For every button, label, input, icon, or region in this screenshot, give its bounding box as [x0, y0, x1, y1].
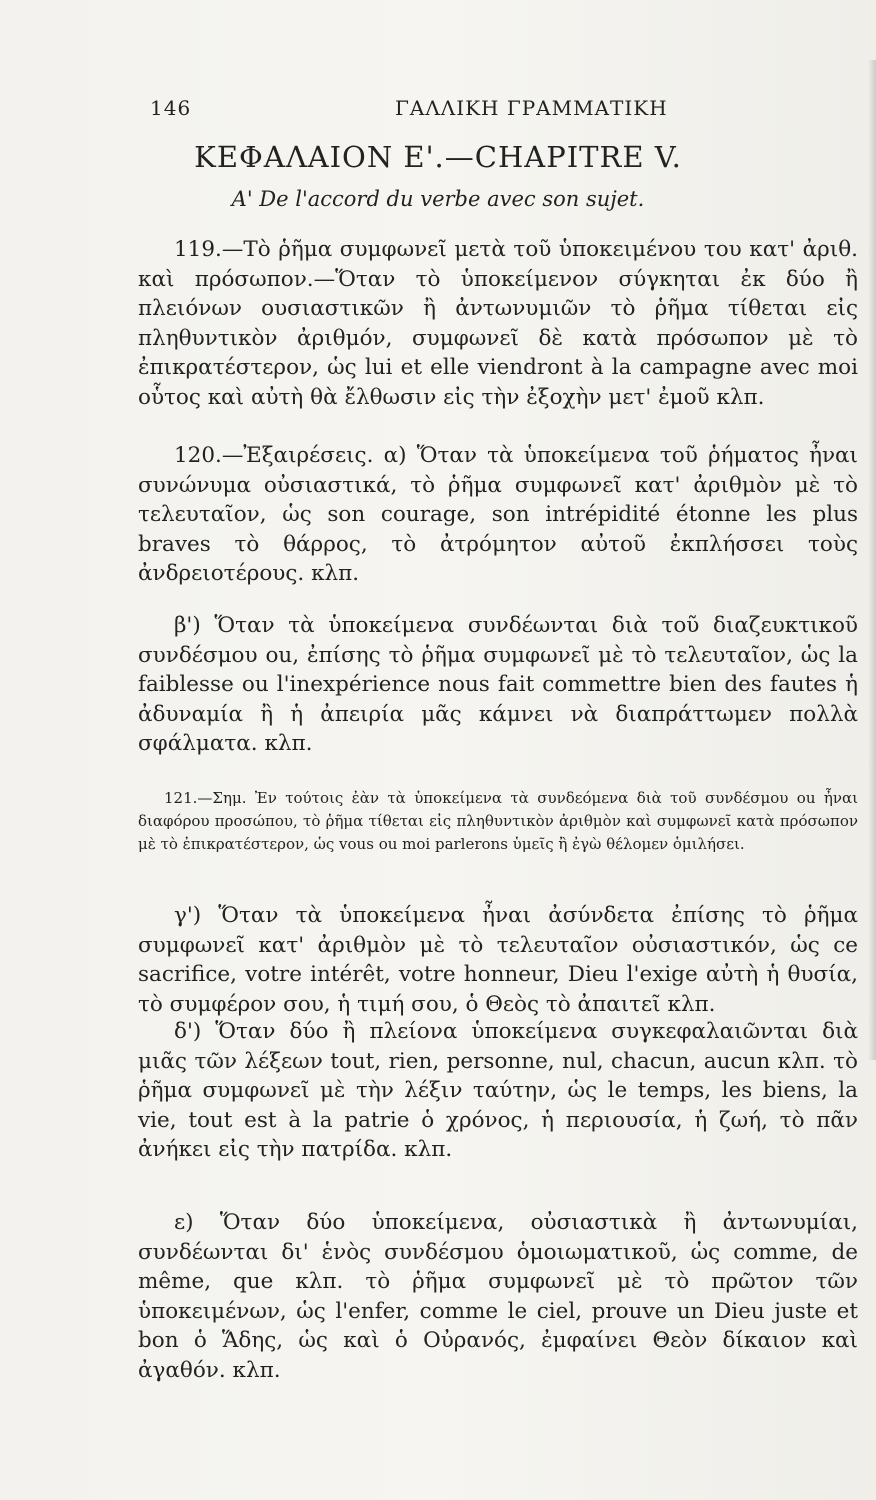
paragraph-text: ε) Ὅταν δύο ὑποκείμενα, οὐσιαστικὰ ἢ ἀντωνυμίαι, συνδέωνται δι' ἑνὸς συνδέσμου ὁμοιωματικοῦ, ὡς comme, de même, que κλπ. τὸ ῥῆμα συμφωνεῖ μὲ τὸ πρῶτον τῶν ὑποκειμένων, ὡς l'enfer, comme le ciel, prouve un Dieu juste et bon ὁ Ἅδης, ὡς καὶ ὁ Οὐρανός, ἐμφαίνει Θεὸν δίκαιον καὶ ἀγαθόν. κλπ.	[138, 1210, 858, 1383]
section-title: Α' De l'accord du verbe avec son sujet.	[231, 187, 645, 211]
paragraph-text: 121.—Σημ. Ἐν τούτοις ἐὰν τὰ ὑποκείμενα τὰ συνδεόμενα διὰ τοῦ συνδέσμου ou ἦναι διαφόρου προσώπου, τὸ ῥῆμα τίθεται εἰς πληθυντικὸν ἀριθμὸν καὶ συμφωνεῖ κατὰ πρόσωπον μὲ τὸ ἐπικρατέστερον, ὡς vous ou moi parlerons ὑμεῖς ἢ ἐγὼ θέλομεν ὁμιλήσει.	[138, 789, 858, 853]
paragraph-delta	[138, 1017, 858, 1165]
paragraph-beta	[138, 611, 858, 759]
paragraph-120	[138, 441, 858, 589]
paragraph-text: 119.—Τὸ ῥῆμα συμφωνεῖ μετὰ τοῦ ὑποκειμένου του κατ' ἀριθ. καὶ πρόσωπον.—Ὅταν τὸ ὑποκείμενον σύγκηται ἐκ δύο ἢ πλειόνων ουσιαστικῶν ἢ ἀντωνυμιῶν τὸ ῥῆμα τίθεται εἰς πληθυντικὸν ἀριθμόν, συμφωνεῖ δὲ κατὰ πρόσωπον μὲ τὸ ἐπικρατέστερον, ὡς lui et elle viendront à la campagne avec moi οὗτος καὶ αὐτὴ θὰ ἔλθωσιν εἰς τὴν ἐξοχὴν μετ' ἐμοῦ κλπ.	[138, 237, 858, 410]
paragraph-text: δ') Ὅταν δύο ἢ πλείονα ὑποκείμενα συγκεφαλαιῶνται διὰ μιᾶς τῶν λέξεων tout, rien, personne, nul, chacun, aucun κλπ. τὸ ῥῆμα συμφωνεῖ μὲ τὴν λέξιν ταύτην, ὡς le temps, les biens, la vie, tout est à la patrie ὁ χρόνος, ἡ περιουσία, ἡ ζωή, τὸ πᾶν ἀνήκει εἰς τὴν πατρίδα. κλπ.	[138, 1019, 858, 1163]
running-title: ΓΑΛΛΙΚΗ ΓΡΑΜΜΑΤΙΚΗ	[395, 96, 668, 120]
paragraph-text: 120.—Ἐξαιρέσεις. α) Ὅταν τὰ ὑποκείμενα τοῦ ῥήματος ἦναι συνώνυμα οὐσιαστικά, τὸ ῥῆμα συμφωνεῖ κατ' ἀριθμὸν μὲ τὸ τελευταῖον, ὡς son courage, son intrépidité étonne les plus braves τὸ θάρρος, τὸ ἀτρόμητον αὐτοῦ ἐκπλήσσει τοὺς ἀνδρειοτέρους. κλπ.	[138, 443, 858, 587]
paragraph-epsilon	[138, 1208, 858, 1386]
paragraph-text: γ') Ὅταν τὰ ὑποκείμενα ἦναι ἀσύνδετα ἐπίσης τὸ ῥῆμα συμφωνεῖ κατ' ἀριθμὸν μὲ τὸ τελευταῖον οὐσιαστικόν, ὡς ce sacrifice, votre intérêt, votre honneur, Dieu l'exige αὐτὴ ἡ θυσία, τὸ συμφέρον σου, ἡ τιμή σου, ὁ Θεὸς τὸ ἀπαιτεῖ κλπ.	[138, 903, 858, 1017]
paragraph-text: β') Ὅταν τὰ ὑποκείμενα συνδέωνται διὰ τοῦ διαζευκτικοῦ συνδέσμου ou, ἐπίσης τὸ ῥῆμα συμφωνεῖ μὲ τὸ τελευταῖον, ὡς la faiblesse ou l'inexpérience nous fait commettre bien des fautes ἡ ἀδυναμία ἢ ἡ ἀπειρία μᾶς κάμνει νὰ διαπράττωμεν πολλὰ σφάλματα. κλπ.	[138, 613, 858, 757]
page-number: 146	[150, 96, 192, 120]
chapter-title: ΚΕΦΑΛΑΙΟΝ Ε'.—CHAPITRE V.	[194, 140, 682, 174]
paragraph-121-note	[138, 787, 858, 856]
paragraph-119	[138, 235, 858, 413]
paragraph-gamma	[138, 901, 858, 1019]
